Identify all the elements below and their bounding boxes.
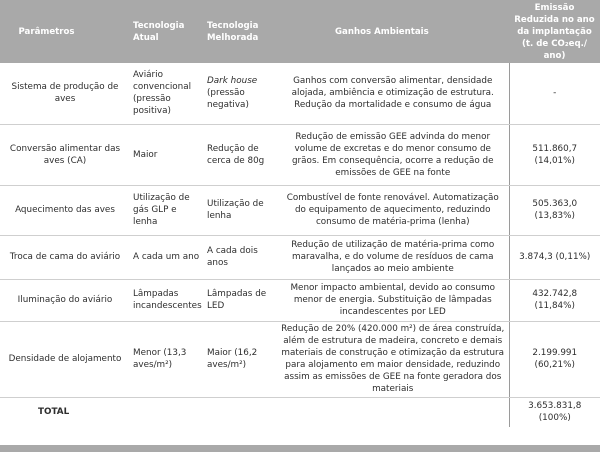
cell-melhorada-italic: Dark house [207, 76, 258, 87]
table-row [0, 63, 600, 124]
header-tecnologia-atual: Tecnologia Atual [133, 20, 185, 43]
cell-ganhos-ambientais: Redução de 20% (420.000 m²) de área construída, além de estrutura de madeira, concreto e demais materiais de construção e otimização da estrutura para alojamento em maior densidade, reduzindo assim as emissões de GEE na fonte geradora dos materiais [277, 321, 509, 397]
header-parametros: Parâmetros [18, 26, 75, 37]
cell-ganhos-ambientais: Redução de emissão GEE advinda do menor volume de excretas e do menor consumo de grãos. Em consequência, ocorre a redução de emissões de GEE na fonte [277, 124, 509, 185]
header-ganhos-ambientais: Ganhos Ambientais [335, 26, 429, 37]
cell-parametro: Aquecimento das aves [0, 185, 130, 235]
total-row [0, 397, 600, 427]
cell-emissao: - [509, 63, 600, 124]
cell-emissao: 432.742,8 (11,84%) [509, 279, 600, 321]
header-emissao-reduzida: Emissão Reduzida no ano da implantação (t. de CO₂eq./ ano) [514, 2, 595, 61]
cell-parametro: Sistema de produção de aves [0, 63, 130, 124]
total-emissao: 3.653.831,8 (100%) [509, 397, 600, 427]
cell-parametro: Troca de cama do aviário [0, 235, 130, 279]
table-row [0, 185, 600, 235]
header-tecnologia-melhorada: Tecnologia Melhorada [207, 20, 259, 43]
cell-ganhos-ambientais: Menor impacto ambiental, devido ao consumo menor de energia. Substituição de lâmpadas incandescentes por LED [277, 279, 509, 321]
cell-tecnologia-atual: Lâmpadas incandescentes [130, 279, 204, 321]
total-label: TOTAL [38, 407, 70, 418]
cell-tecnologia-atual: A cada um ano [130, 235, 204, 279]
table-row [0, 235, 600, 279]
cell-tecnologia-melhorada: Redução de cerca de 80g [204, 124, 277, 185]
cell-emissao: 2.199.991 (60,21%) [509, 321, 600, 397]
cell-tecnologia-atual: Aviário convencional (pressão positiva) [130, 63, 204, 124]
cell-tecnologia-melhorada: Maior (16,2 aves/m²) [204, 321, 277, 397]
cell-emissao: 511.860,7 (14,01%) [509, 124, 600, 185]
table-header [0, 0, 600, 63]
cell-ganhos-ambientais: Ganhos com conversão alimentar, densidade alojada, ambiência e otimização de estrutura. Redução da mortalidade e consumo de água [277, 63, 509, 124]
cell-parametro: Iluminação do aviário [0, 279, 130, 321]
cell-melhorada-extra: (pressão negativa) [207, 88, 249, 111]
table-row [0, 279, 600, 321]
header-row [0, 0, 600, 63]
cell-tecnologia-atual: Utilização de gás GLP e lenha [130, 185, 204, 235]
cell-emissao: 505.363,0 (13,83%) [509, 185, 600, 235]
cell-parametro: Conversão alimentar das aves (CA) [0, 124, 130, 185]
table-row [0, 124, 600, 185]
table-row [0, 321, 600, 397]
cell-ganhos-ambientais: Combustível de fonte renovável. Automatização do equipamento de aquecimento, reduzindo consumo de matéria-prima (lenha) [277, 185, 509, 235]
cell-ganhos-ambientais: Redução de utilização de matéria-prima como maravalha, e do volume de resíduos de cama lançados ao meio ambiente [277, 235, 509, 279]
bottom-border-bar [0, 445, 600, 452]
cell-tecnologia-melhorada: Utilização de lenha [204, 185, 277, 235]
cell-tecnologia-melhorada: A cada dois anos [204, 235, 277, 279]
cell-tecnologia-atual: Maior [130, 124, 204, 185]
cell-parametro: Densidade de alojamento [0, 321, 130, 397]
cell-tecnologia-melhorada [204, 63, 277, 124]
cell-tecnologia-melhorada: Lâmpadas de LED [204, 279, 277, 321]
cell-tecnologia-atual: Menor (13,3 aves/m²) [130, 321, 204, 397]
cell-emissao: 3.874,3 (0,11%) [509, 235, 600, 279]
table-body [0, 63, 600, 427]
